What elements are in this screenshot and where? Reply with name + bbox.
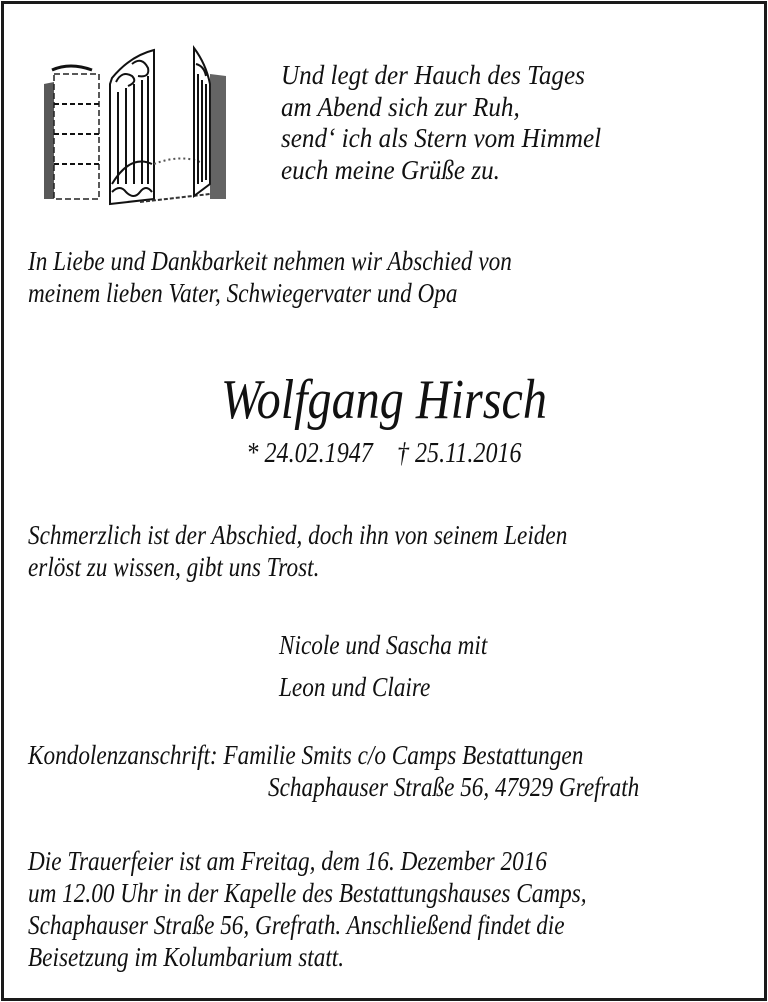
intro-line: In Liebe und Dankbarkeit nehmen wir Abschied von — [28, 246, 512, 276]
life-dates: * 24.02.1947 † 25.11.2016 — [246, 438, 522, 469]
mourner-line: Leon und Claire — [279, 672, 431, 702]
condolence-recipient: Familie Smits c/o Camps Bestattungen — [223, 740, 584, 770]
funeral-line: um 12.00 Uhr in der Kapelle des Bestattungshauses Camps, — [28, 878, 587, 908]
poem — [281, 60, 601, 186]
condolence-label: Kondolenzanschrift: — [28, 740, 218, 770]
consolation-text — [28, 519, 567, 583]
condolence-street: Schaphauser Straße 56, 47929 Grefrath — [268, 772, 640, 802]
consolation-line: Schmerzlich ist der Abschied, doch ihn von seinem Leiden — [28, 520, 568, 550]
mourner-line: Nicole und Sascha mit — [279, 630, 488, 660]
funeral-line: Beisetzung im Kolumbarium statt. — [28, 942, 345, 972]
intro-text — [28, 245, 512, 309]
deceased-name: Wolfgang Hirsch — [220, 369, 547, 431]
poem-line: am Abend sich zur Ruh, — [281, 91, 520, 122]
gate-illustration-icon — [40, 34, 230, 206]
mourners-list — [279, 624, 487, 708]
poem-line: send‘ ich als Stern vom Himmel — [281, 123, 602, 153]
consolation-line: erlöst zu wissen, gibt uns Trost. — [28, 552, 320, 582]
poem-line: Und legt der Hauch des Tages — [281, 60, 585, 90]
intro-line: meinem lieben Vater, Schwiegervater und Opa — [28, 278, 458, 308]
condolence-address — [28, 739, 583, 771]
funeral-info — [28, 845, 587, 973]
funeral-line: Schaphauser Straße 56, Grefrath. Anschließend findet die — [28, 910, 565, 940]
funeral-line: Die Trauerfeier ist am Freitag, dem 16. Dezember 2016 — [28, 846, 547, 876]
poem-line: euch meine Grüße zu. — [281, 154, 500, 185]
